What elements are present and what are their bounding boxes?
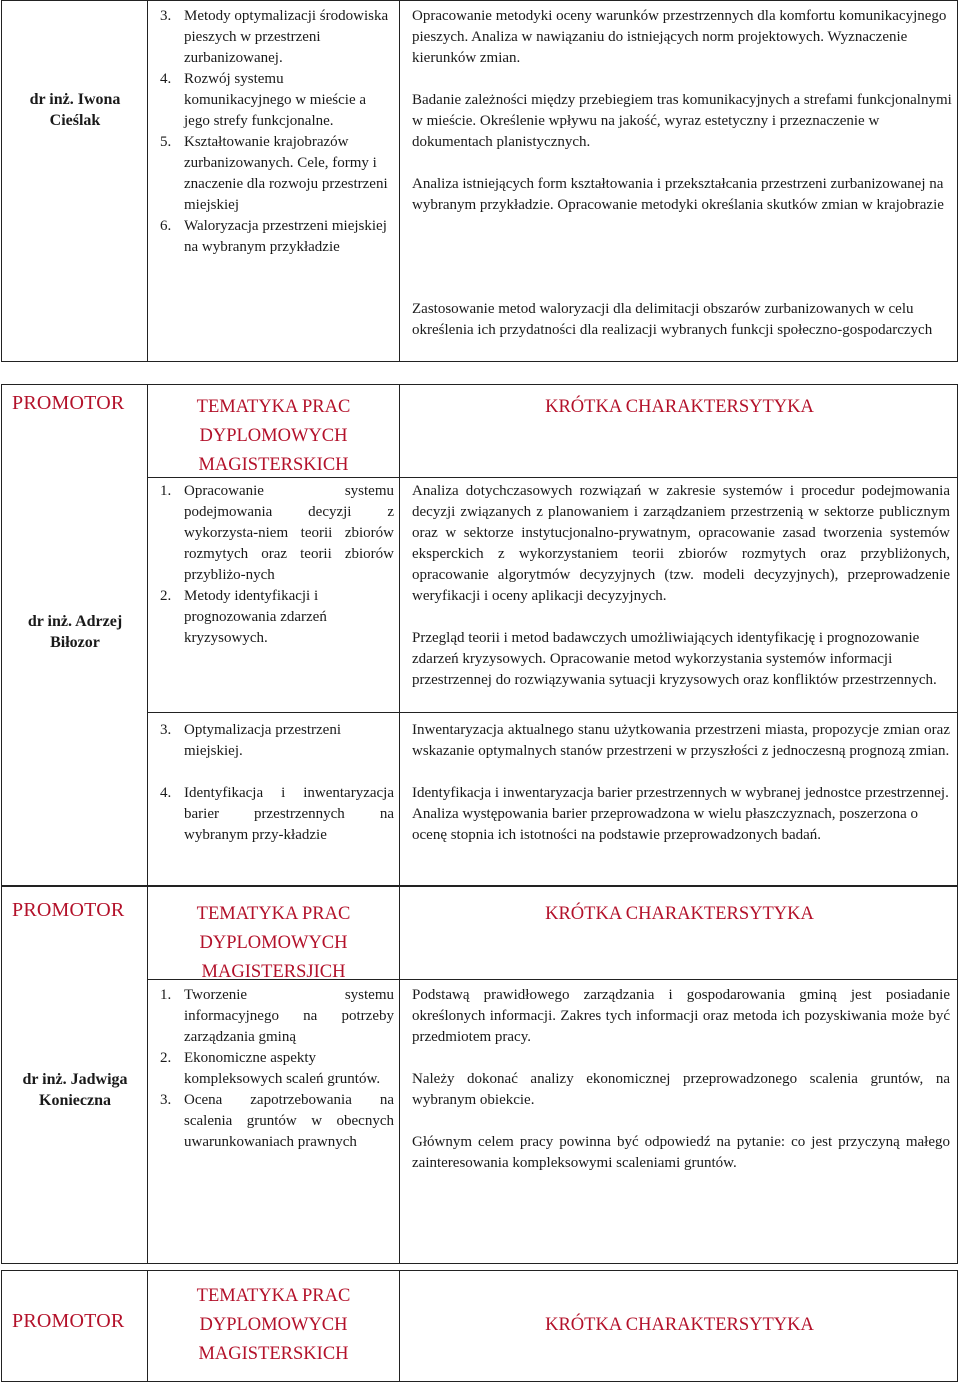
topics-header: TEMATYKA PRAC DYPLOMOWYCH MAGISTERSJICH <box>196 904 351 982</box>
topic-item: 4. Rozwój systemu komunikacyjnego w mieście a jego strefy funkcjonalne. <box>160 71 367 129</box>
description: Przegląd teorii i metod badawczych umożliwiających identyfikację i prognozowanie zdarzeń kryzysowych. Opracowanie metod wykorzystania systemów informacji przestrzennej do rozwiązywania sytuacji kryzysowych oraz konfliktów przestrzennych. <box>412 630 937 688</box>
topic-item: 2. Metody identyfikacji i prognozowania zdarzeń kryzysowych. <box>160 588 327 646</box>
promotor-header: PROMOTOR <box>12 1310 125 1332</box>
table-iwona-cieslak <box>1 0 958 362</box>
topic-list <box>148 720 394 846</box>
promotor-name: dr inż. Adrzej Biłozor <box>27 613 123 651</box>
description: Analiza dotychczasowych rozwiązań w zakresie systemów i procedur podejmowania decyzji związanych z planowaniem i zarządzaniem przestrzenią w sektorze publicznym oraz w sektorze instytucjonalno-prywatnym, opracowanie zasad tworzenia systemów eksperckich z wykorzystaniem teorii zbiorów rozmytych oraz przybliżonych, opracowanie algorytmów decyzyjnych (tzw. modeli decyzyjnych), przeprowadzenie weryfikacji i oceny aplikacji decyzyjnych. <box>412 483 950 604</box>
topic-list <box>148 985 394 1153</box>
topics-header: TEMATYKA PRAC DYPLOMOWYCH MAGISTERSKICH <box>196 397 351 475</box>
topic-item: 4. Identyfikacja i inwentaryzacja barier przestrzennych na wybranym przy-kładzie <box>160 785 394 843</box>
topic-item: 3. Metody optymalizacji środowiska pieszych w przestrzeni zurbanizowanej. <box>160 8 389 66</box>
topic-item: 3. Optymalizacja przestrzeni miejskiej. <box>160 722 342 759</box>
description-header: KRÓTKA CHARAKTERSYTYKA <box>545 1315 814 1335</box>
topic-item: 1. Tworzenie systemu informacyjnego na potrzeby zarządzania gminą <box>160 987 394 1045</box>
topic-item: 6. Waloryzacja przestrzeni miejskiej na wybranym przykładzie <box>160 218 387 255</box>
topic-item: 5. Kształtowanie krajobrazów zurbanizowanych. Cele, formy i znaczenie dla rozwoju przestrzeni miejskiej <box>160 134 388 213</box>
description: Identyfikacja i inwentaryzacja barier przestrzennych w wybranej jednostce przestrzennej. Analiza występowania barier przeprowadzona w wielu płaszczyznach, poszerzona o ocenę stopnia ich istotności na podstawie przeprowadzonych badań. <box>412 785 949 843</box>
topic-list <box>148 481 394 649</box>
description: Badanie zależności między przebiegiem tras komunikacyjnych a strefami funkcjonalnymi w mieście. Określenie wpływu na jakość, wyraz estetyczny i przeznaczenie w dokumentach planistycznych. <box>412 92 952 150</box>
table-adrzej-bilozor <box>1 384 958 886</box>
topics-header: TEMATYKA PRAC DYPLOMOWYCH MAGISTERSKICH <box>196 1286 351 1364</box>
topic-list <box>148 6 394 258</box>
description: Zastosowanie metod waloryzacji dla delimitacji obszarów zurbanizowanych w celu określenia ich przydatności dla realizacji wybranych funkcji społeczno-gospodarczych <box>412 301 933 338</box>
topic-item: 3. Ocena zapotrzebowania na scalenia gruntów w obecnych uwarunkowaniach prawnych <box>160 1092 394 1150</box>
description: Analiza istniejących form kształtowania i przekształcania przestrzeni zurbanizowanej na wybranym przykładzie. Opracowanie metodyki określania skutków zmian w krajobrazie <box>412 176 944 213</box>
description: Opracowanie metodyki oceny warunków przestrzennych dla komfortu komunikacyjnego pieszych. Analiza w nawiązaniu do istniejących norm projektowych. Wyznaczenie kierunków zmian. <box>412 8 947 66</box>
description: Głównym celem pracy powinna być odpowiedź na pytanie: co jest przyczyną małego zainteresowania kompleksowymi scaleniami gruntów. <box>412 1134 950 1171</box>
description: Podstawą prawidłowego zarządzania i gospodarowania gminą jest posiadanie określonych informacji. Zakres tych informacji oraz metoda ich pozyskiwania może być przedmiotem pracy. <box>412 987 950 1045</box>
table-next-section <box>1 1270 958 1382</box>
promotor-header: PROMOTOR <box>12 899 125 921</box>
description-header: KRÓTKA CHARAKTERSYTYKA <box>545 397 814 417</box>
promotor-header: PROMOTOR <box>12 392 125 414</box>
topic-item: 2. Ekonomiczne aspekty kompleksowych scaleń gruntów. <box>160 1050 381 1087</box>
promotor-name: dr inż. Jadwiga Konieczna <box>22 1071 128 1109</box>
description: Inwentaryzacja aktualnego stanu użytkowania przestrzeni miasta, propozycje zmian oraz wskazanie optymalnych stanów przestrzeni w przyszłości z jednoczesną prognozą zmian. <box>412 722 950 759</box>
promotor-name: dr inż. Iwona Cieślak <box>29 91 121 129</box>
topic-item: 1. Opracowanie systemu podejmowania decyzji z wykorzysta-niem teorii zbiorów rozmytych oraz teorii zbiorów przybliżo-nych <box>160 483 394 583</box>
table-jadwiga-konieczna <box>1 886 958 1264</box>
description: Należy dokonać analizy ekonomicznej przeprowadzonego scalenia gruntów, na wybranym obiekcie. <box>412 1071 950 1108</box>
description-header: KRÓTKA CHARAKTERSYTYKA <box>545 904 814 924</box>
